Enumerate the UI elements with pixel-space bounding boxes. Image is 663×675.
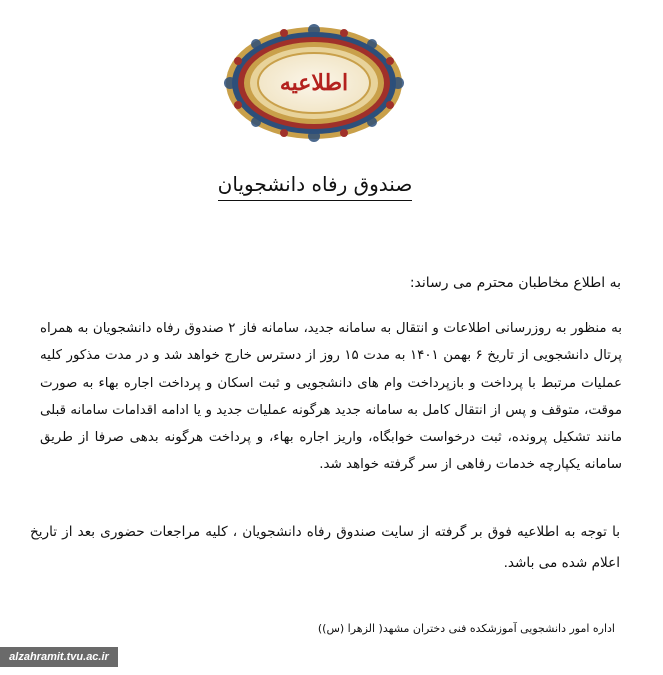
- announcement-emblem: [206, 16, 422, 150]
- page-title: [180, 172, 450, 201]
- note-paragraph: با توجه به اطلاعیه فوق بر گرفته از سایت صندوق رفاه دانشجویان ، کلیه مراجعات حضوری بعد از تاریخ اعلام شده می باشد.: [30, 524, 620, 571]
- emblem-label: اطلاعیه: [279, 70, 349, 96]
- page-title-text: صندوق رفاه دانشجویان: [218, 172, 413, 201]
- footer-signature: اداره امور دانشجویی آموزشکده فنی دختران مشهد( الزهرا (س)): [317, 622, 615, 635]
- announcement-paragraph: به منظور به روزرسانی اطلاعات و انتقال به سامانه جدید، سامانه فاز ۲ صندوق رفاه دانشجویان به همراه پرتال دانشجویی از تاریخ ۶ بهمن ۱۴۰۱ به مدت ۱۵ روز از دسترس خارج خواهد شد و در مدت مذکور کلیه عملیات مرتبط با پرداخت و بازپرداخت وام های دانشجویی و ثبت اسکان و پرداخت اجاره بهاء به صورت موقت، متوقف و پس از انتقال کامل به سامانه جدید هرگونه عملیات جدید و یا ادامه اقدامات سامانه قبلی مانند تشکیل پرونده، ثبت درخواست خوابگاه، واریز اجاره بهاء، و پرداخت هرگونه بدهی صرفا از طریق سامانه یکپارچه خدمات رفاهی از سر گرفته خواهد شد.: [40, 321, 623, 473]
- intro-line: به اطلاع مخاطبان محترم می رساند:: [409, 275, 621, 291]
- site-watermark: alzahramit.tvu.ac.ir: [0, 647, 118, 667]
